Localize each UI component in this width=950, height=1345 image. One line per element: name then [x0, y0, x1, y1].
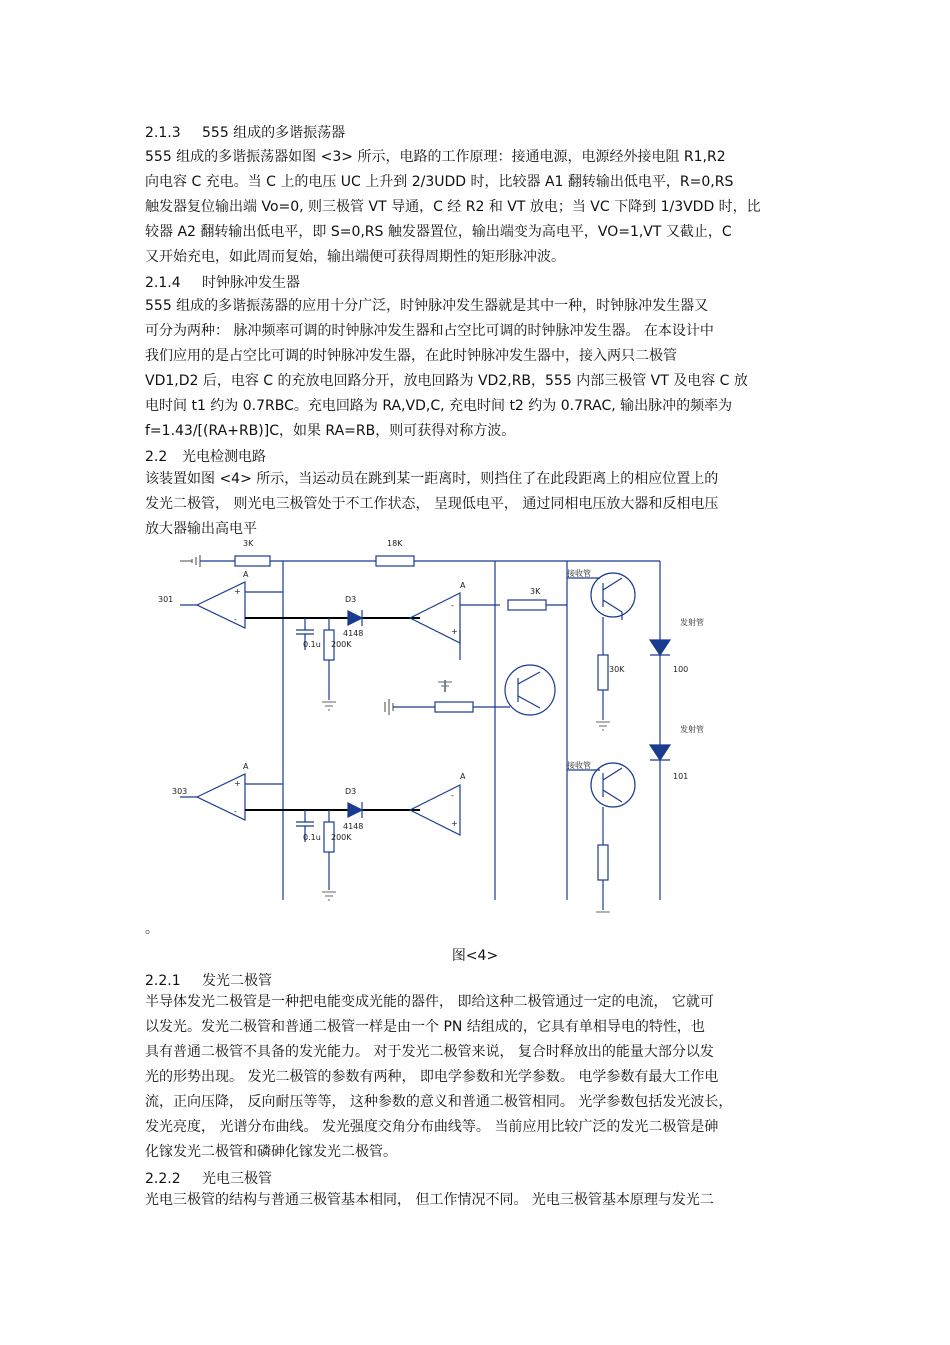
section-heading-2-1-3 [145, 122, 345, 142]
label-3k-top: 3K [243, 539, 254, 548]
phototransistor-upper [591, 573, 635, 617]
label-301: 301 [158, 595, 174, 604]
upper-channel [180, 573, 670, 720]
photoelectric-circuit-diagram [145, 535, 715, 915]
text-line: 我们应用的是占空比可调的时钟脉冲发生器，在此时钟脉冲发生器中，接入两只二极管 [145, 348, 677, 364]
label-200k-bottom: 200K [331, 833, 352, 842]
resistor-lower-load [598, 845, 608, 880]
label-d3-bottom: D3 [345, 787, 357, 796]
text-line: 以发光。发光二极管和普通二极管一样是由一个 PN 结组成的，它具有单相导电的特性，也 [145, 1019, 705, 1035]
resistor-mid-bias [435, 702, 473, 712]
figure-caption: 图<4> [451, 948, 499, 964]
label-receiver-lower: 接收管 [567, 761, 591, 770]
figure-trailing-mark: 。 [145, 921, 159, 937]
label-receiver-upper: 接收管 [567, 569, 591, 578]
section-heading-2-2-1 [145, 970, 272, 990]
middle-channel [385, 665, 555, 715]
label-minus: - [451, 791, 454, 800]
text-line: VD1,D2 后，电容 C 的充放电回路分开，放电回路为 VD2,RB，555 内部三极管 VT 及电容 C 放 [145, 373, 748, 389]
label-minus: - [451, 601, 454, 610]
label-cap-bottom: 0.1u [303, 833, 321, 842]
text-line: f=1.43/[(RA+RB)]C，如果 RA=RB，则可获得对称方波。 [145, 423, 516, 439]
text-line: 流，正向压降， 反向耐压等等， 这种参数的意义和普通二极管相同。 光学参数包括发光波长， [145, 1094, 733, 1110]
resistor-3k-top [235, 556, 270, 566]
label-led-101: 101 [673, 772, 689, 781]
label-18k: 18K [387, 539, 403, 548]
diode-d3-top [348, 611, 362, 625]
text-line: 触发器复位输出端 Vo=0, 则三极管 VT 导通，C 经 R2 和 VT 放电；当 VC 下降到 1/3VDD 时，比 [145, 199, 761, 215]
paragraph-2-1-4 [145, 294, 805, 444]
led-101 [650, 745, 670, 760]
label-plus: + [451, 627, 458, 636]
text-line: 又开始充电，如此周而复始，输出端便可获得周期性的矩形脉冲波。 [145, 249, 565, 265]
lower-channel [180, 745, 670, 910]
resistor-18k [376, 556, 414, 566]
text-line: 具有普通二极管不具备的发光能力。 对于发光二极管来说， 复合时释放出的能量大部分以发 [145, 1044, 714, 1060]
label-plus: + [451, 819, 458, 828]
paragraph-2-2-1 [145, 990, 805, 1165]
section-heading-2-2 [145, 446, 266, 466]
text-line: 可分为两种： 脉冲频率可调的时钟脉冲发生器和占空比可调的时钟脉冲发生器。 在本设计中 [145, 323, 714, 339]
text-line: 555 组成的多谐振荡器如图 <3> 所示，电路的工作原理：接通电源，电源经外接电阻 R1,R2 [145, 149, 726, 165]
label-opamp-a2: A [460, 581, 466, 590]
label-led-100: 100 [673, 665, 689, 674]
section-heading-2-1-4 [145, 272, 300, 292]
label-opamp-a3: A [243, 762, 249, 771]
section-title: 555 组成的多谐振荡器 [202, 125, 346, 141]
label-3k-mid: 3K [530, 587, 541, 596]
paragraph-2-2 [145, 467, 805, 542]
section-title: 光电检测电路 [182, 449, 266, 465]
text-line: 该装置如图 <4> 所示，当运动员在跳到某一距离时，则挡住了在此段距离上的相应位置上的 [145, 471, 719, 487]
text-line: 555 组成的多谐振荡器的应用十分广泛，时钟脉冲发生器就是其中一种，时钟脉冲发生器又 [145, 298, 709, 314]
paragraph-2-1-3 [145, 145, 805, 270]
label-opamp-a4: A [460, 772, 466, 781]
section-title: 光电三极管 [202, 1171, 272, 1187]
section-number: 2.2.1 [145, 973, 181, 989]
text-line: 放大器输出高电平 [145, 521, 257, 537]
label-200k-top: 200K [331, 640, 352, 649]
section-number: 2.2.2 [145, 1171, 181, 1187]
text-line: 发光亮度， 光谱分布曲线。 发光强度交角分布曲线等。 当前应用比较广泛的发光二极管是砷 [145, 1119, 719, 1135]
text-line: 光电三极管的结构与普通三极管基本相同， 但工作情况不同。 光电三极管基本原理与发光二 [145, 1192, 714, 1208]
resistor-30k [598, 655, 608, 690]
label-minus: - [234, 807, 237, 816]
text-line: 向电容 C 充电。当 C 上的电压 UC 上升到 2/3UDD 时，比较器 A1 翻转输出低电平，R=0,RS [145, 174, 734, 190]
label-cap-top: 0.1u [303, 640, 321, 649]
label-d3-top: D3 [345, 595, 357, 604]
label-plus: + [234, 587, 241, 596]
resistor-3k-mid [508, 600, 546, 610]
phototransistor-middle [505, 665, 555, 715]
label-opamp-a1: A [243, 570, 249, 579]
text-line: 电时间 t1 约为 0.7RBC。充电回路为 RA,VD,C, 充电时间 t2 约为 0.7RAC, 输出脉冲的频率为 [145, 398, 733, 414]
text-line: 光的形势出现。 发光二极管的参数有两种， 即电学参数和光学参数。 电学参数有最大工作电 [145, 1069, 719, 1085]
label-303: 303 [172, 787, 188, 796]
led-100 [650, 640, 670, 655]
label-emitter-lower: 发射管 [680, 725, 704, 734]
diode-d3-bottom [348, 803, 362, 817]
text-line: 较器 A2 翻转输出低电平，即 S=0,RS 触发器置位，输出端变为高电平，VO=1,VT 又截止，C [145, 224, 732, 240]
section-number: 2.2 [145, 449, 168, 465]
section-heading-2-2-2 [145, 1168, 272, 1188]
section-title: 时钟脉冲发生器 [202, 275, 300, 291]
text-line: 化镓发光二极管和磷砷化镓发光二极管。 [145, 1144, 397, 1160]
section-title: 发光二极管 [202, 973, 272, 989]
text-line: 发光二极管， 则光电三极管处于不工作状态， 呈现低电平， 通过同相电压放大器和反相电压 [145, 496, 719, 512]
section-number: 2.1.3 [145, 125, 181, 141]
label-minus: - [234, 615, 237, 624]
label-4148-bottom: 4148 [343, 822, 364, 831]
label-30k: 30K [609, 665, 625, 674]
section-number: 2.1.4 [145, 275, 181, 291]
paragraph-2-2-2 [145, 1188, 805, 1213]
label-plus: + [234, 779, 241, 788]
text-line: 半导体发光二极管是一种把电能变成光能的器件， 即给这种二极管通过一定的电流， 它就可 [145, 994, 714, 1010]
label-4148-top: 4148 [343, 629, 364, 638]
label-emitter-upper: 发射管 [680, 618, 704, 627]
